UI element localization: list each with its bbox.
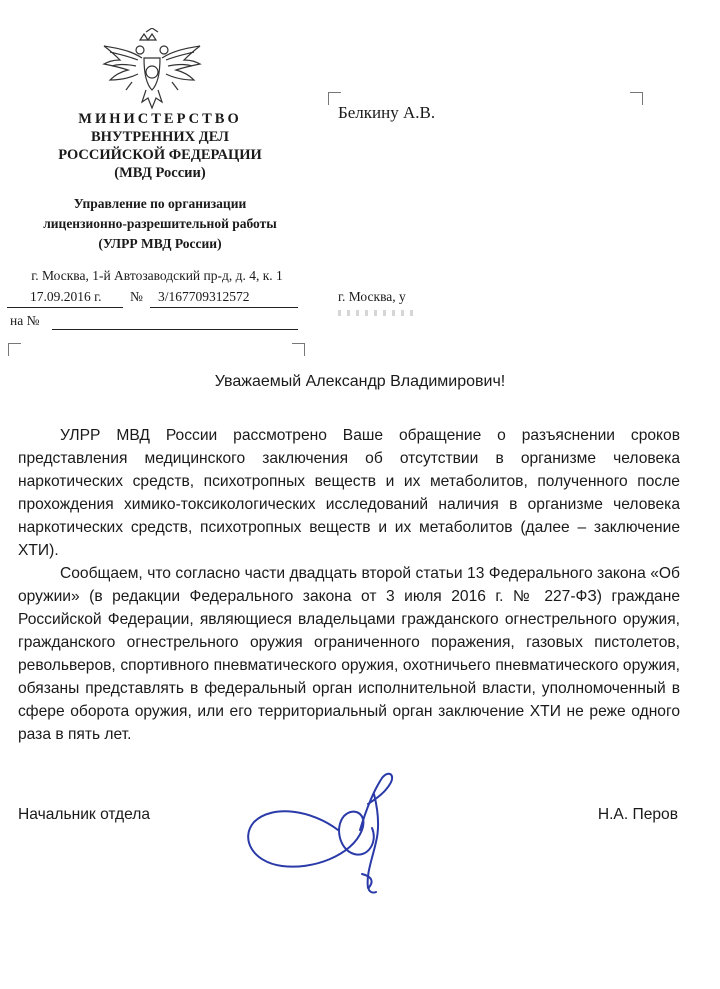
department-line-1: Управление по организации xyxy=(73,196,247,211)
sender-address: г. Москва, 1-й Автозаводский пр-д, д. 4, к. 1 xyxy=(31,268,283,283)
letter-date: 17.09.2016 г. xyxy=(30,289,102,304)
recipient-city: г. Москва, у xyxy=(338,289,406,304)
reference-underline xyxy=(52,329,298,330)
corner-mark xyxy=(630,92,643,105)
department-line-3: (УЛРР МВД России) xyxy=(98,236,222,251)
letter-body xyxy=(18,424,680,746)
reference-label: на № xyxy=(10,313,40,328)
recipient-name: Белкину А.В. xyxy=(338,103,436,122)
number-underline xyxy=(150,307,298,308)
signer-position: Начальник отдела xyxy=(18,806,151,823)
ministry-line-2: ВНУТРЕННИХ ДЕЛ xyxy=(91,129,229,145)
department-line-2: лицензионно-разрешительной работы xyxy=(43,216,277,231)
paragraph: УЛРР МВД России рассмотрено Ваше обращение о разъяснении сроков представления медицинского заключения об отсутствии в организме человека наркотических средств, психотропных веществ и их метаболитов, полученного после прохождения химико-токсикологических исследований наличия в организме человека наркотических средств, психотропных веществ и их метаболитов (далее – заключение ХТИ). xyxy=(18,427,680,559)
letter-number: 3/167709312572 xyxy=(158,289,250,304)
greeting: Уважаемый Александр Владимирович! xyxy=(214,373,506,390)
date-underline xyxy=(7,307,123,308)
handwritten-signature xyxy=(242,770,422,900)
emblem-icon xyxy=(102,28,202,110)
ministry-line-4: (МВД России) xyxy=(114,165,206,181)
signer-name: Н.А. Перов xyxy=(597,806,678,823)
number-sign: № xyxy=(130,289,143,304)
corner-mark xyxy=(8,343,21,356)
recipient-address-redacted xyxy=(338,310,418,316)
paragraph: Сообщаем, что согласно части двадцать второй статьи 13 Федерального закона «Об оружии» (в редакции Федерального закона от 3 июля 2016 г. № 227-ФЗ) граждане Российской Федерации, являющиеся владельцами гражданского огнестрельного оружия, гражданского огнестрельного оружия ограниченного поражения, газовых пистолетов, револьверов, спортивного пневматического оружия, охотничьего пневматического оружия, обязаны представлять в федеральный орган исполнительной власти, уполномоченный в сфере оборота оружия, или его территориальный орган заключение ХТИ не реже одного раза в пять лет. xyxy=(18,565,680,743)
corner-mark xyxy=(292,343,305,356)
ministry-line-3: РОССИЙСКОЙ ФЕДЕРАЦИИ xyxy=(58,147,262,163)
ministry-line-1: МИНИСТЕРСТВО xyxy=(78,111,242,127)
